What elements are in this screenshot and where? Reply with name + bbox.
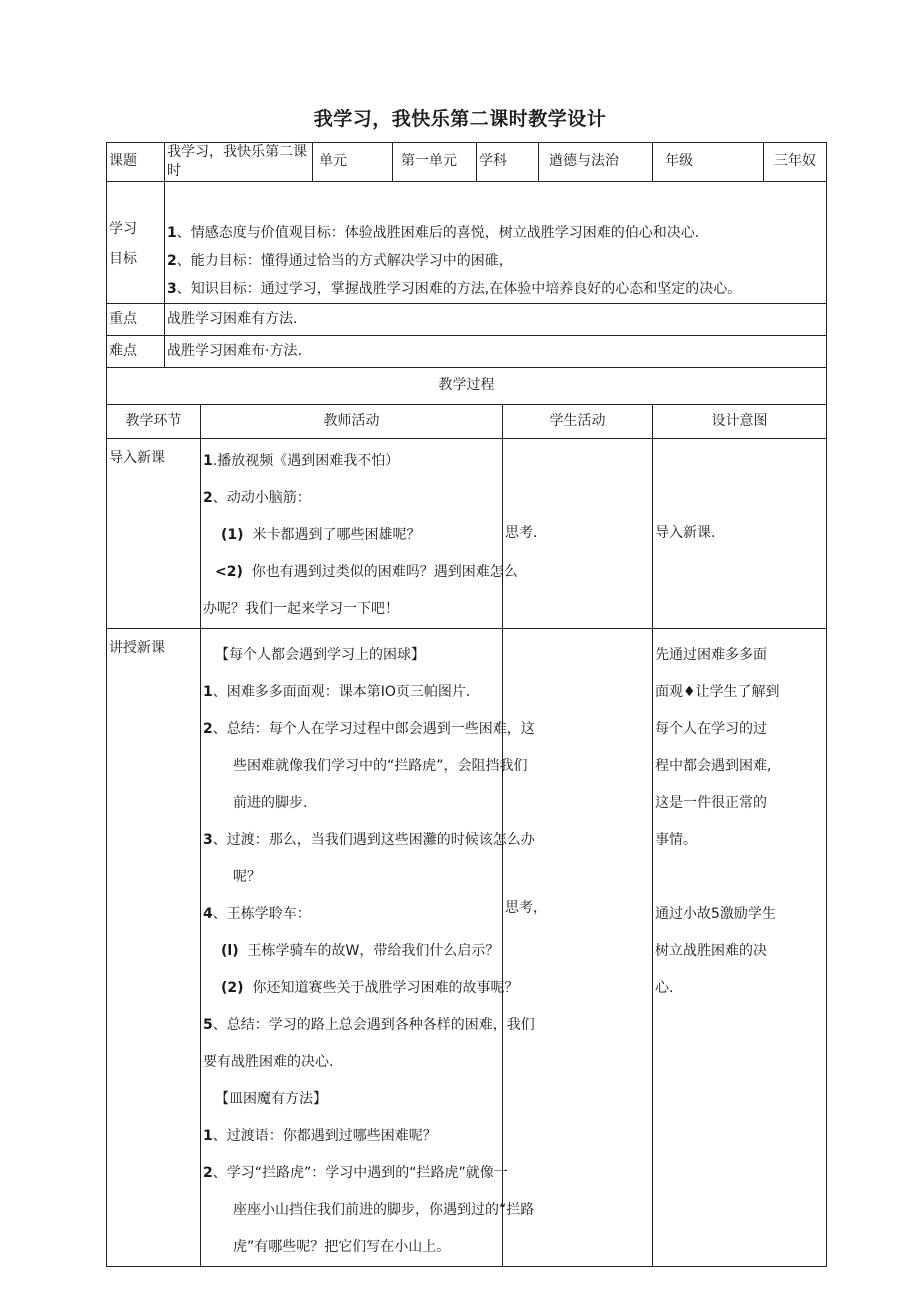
step-text: 、动动小脑筋： — [212, 489, 311, 506]
objective-item — [167, 275, 824, 303]
objectives-row — [107, 181, 827, 303]
column-header-teacher: 教师活动 — [201, 404, 503, 438]
unit-label: 单元 — [313, 143, 393, 182]
objective-item — [167, 247, 824, 275]
step-text: 、王栋学聆车： — [212, 905, 311, 922]
step-text: 、过渡语：你都遇到过哪些困难呢？ — [212, 1127, 437, 1144]
objectives-label-line-1: 学习 — [109, 220, 137, 237]
step-number: 5 — [203, 1016, 213, 1033]
intro-teacher-activity — [201, 438, 518, 628]
subject-value: 遒德与法治 — [539, 143, 653, 182]
key-point-row — [107, 303, 827, 335]
substep-number: (l) — [221, 942, 239, 959]
objective-number: 1 — [167, 224, 177, 241]
document-title: 我学习，我快乐第二课时教学设计 — [313, 108, 607, 130]
step-number: 2 — [203, 1164, 213, 1181]
step-number: 3 — [203, 831, 213, 848]
difficulty-label: 难点 — [107, 335, 165, 367]
topic-label: 课题 — [107, 143, 165, 182]
question-text: 你也有遇到过类似的困难吗？遇到困难怎么 — [251, 563, 518, 580]
step-text: 、学习“拦路虎”：学习中遇到的“拦路虎”就像一 — [212, 1164, 508, 1181]
step-number: 1 — [203, 1127, 213, 1144]
design-line: 程中都会遇到困难, — [655, 757, 772, 774]
objectives-content — [165, 181, 827, 303]
design-line: 这是一件很正常的 — [655, 794, 767, 811]
design-line: 每个人在学习的过 — [655, 720, 767, 737]
step-continuation: 些困难就像我们学习中的“拦路虎”，会阻挡我们 — [233, 757, 528, 774]
lecture-step — [203, 1155, 508, 1192]
objective-number: 3 — [167, 280, 177, 297]
column-header-design: 设计意图 — [653, 404, 827, 438]
step-number: 1 — [203, 683, 213, 700]
step-text: 、困难多多面面观：课本第IO页三帕图片. — [212, 683, 471, 700]
spacer — [655, 859, 824, 896]
grade-value: 三年奴 — [764, 143, 827, 182]
lecture-student-text: 思考， — [505, 899, 547, 916]
process-title: 教学过程 — [107, 367, 827, 404]
step-number: 1 — [203, 452, 213, 469]
lecture-substep — [203, 970, 519, 1007]
lecture-row — [107, 628, 827, 1266]
lecture-step — [203, 1118, 500, 1155]
objectives-label-line-2: 目标 — [109, 250, 137, 267]
key-point-text: 战胜学习困难有方法. — [165, 303, 827, 335]
lecture-step — [203, 896, 500, 933]
lecture-step — [203, 674, 500, 711]
objectives-label — [107, 181, 165, 303]
substep-number: (2) — [221, 979, 244, 996]
step-continuation: 虎”有哪些呢？把它们写在小山上。 — [233, 1238, 451, 1255]
intro-question-cont: 办呢？我们一起来学习一下吧！ — [203, 600, 399, 617]
design-line: 通过小故5激励学生 — [655, 905, 776, 922]
intro-step — [203, 480, 500, 517]
lecture-design-intent — [653, 628, 827, 1266]
column-header-row — [107, 404, 827, 438]
column-header-stage: 教学环节 — [107, 404, 201, 438]
objective-item — [167, 219, 824, 247]
difficulty-row — [107, 335, 827, 367]
step-continuation: 座座小山挡住我们前进的脚步，你遇到过的“拦路 — [233, 1201, 535, 1218]
section-heading: 【每个人都会遇到学习上的困球】 — [215, 646, 425, 663]
intro-question — [203, 554, 518, 591]
lecture-step — [203, 711, 535, 748]
lecture-stage: 讲授新课 — [107, 628, 201, 1266]
design-line: 先通过困难多多面 — [655, 646, 767, 663]
section-heading: 【皿困魔有方法】 — [215, 1090, 327, 1107]
step-continuation: 要有战胜困难的决心. — [203, 1053, 334, 1070]
lecture-step — [203, 1007, 535, 1044]
subject-label: 学科 — [477, 143, 539, 182]
lecture-step — [203, 822, 535, 859]
column-header-student: 学生活动 — [503, 404, 653, 438]
design-line: 树立战胜困难的决 — [655, 942, 767, 959]
objective-number: 2 — [167, 252, 177, 269]
substep-text: 王栋学骑车的故W，带给我们什么启示？ — [247, 942, 500, 959]
step-text: 、总结：每个人在学习过程中郎会遇到一些困难，这 — [212, 720, 535, 737]
key-point-label: 重点 — [107, 303, 165, 335]
intro-design-intent: 导入新课. — [653, 438, 827, 628]
step-text: .播放视频《遇到困难我不怕） — [212, 452, 400, 469]
step-number: 2 — [203, 489, 213, 506]
info-row — [107, 143, 827, 182]
process-title-row — [107, 367, 827, 404]
intro-question — [203, 517, 500, 554]
intro-student-activity: 思考. — [503, 438, 653, 628]
objective-text: 、知识目标：通过学习，掌握战胜学习困难的方法,在体验中培养良好的心态和坚定的决心。 — [176, 280, 742, 297]
design-line: 事情。 — [655, 831, 697, 848]
lesson-plan-table — [106, 142, 827, 1267]
step-continuation: 前进的脚步. — [233, 794, 308, 811]
intro-step — [203, 443, 500, 480]
step-text: 、总结：学习的路上总会遇到各种各样的困难，我们 — [212, 1016, 535, 1033]
step-number: 2 — [203, 720, 213, 737]
objective-text: 、能力目标：懂得通过恰当的方式解决学习中的困碓， — [176, 252, 513, 269]
difficulty-text: 战胜学习困难布·方法. — [165, 335, 827, 367]
step-text: 、过渡：那么，当我们遇到这些困灘的时候该怎么办 — [212, 831, 535, 848]
intro-stage: 导入新课 — [107, 438, 201, 628]
question-number: (1) — [221, 526, 244, 543]
substep-text: 你还知道赛些关于战胜学习困难的故事呢？ — [252, 979, 519, 996]
step-number: 4 — [203, 905, 213, 922]
question-text: 米卡都遇到了哪些困雄呢？ — [252, 526, 421, 543]
topic-value: 我学习，我快乐第二课时 — [165, 143, 313, 182]
intro-row — [107, 438, 827, 628]
design-line: 心. — [655, 979, 674, 996]
design-line: 面观♦让学生了解到 — [655, 683, 780, 700]
unit-value: 第一单元 — [393, 143, 477, 182]
lecture-substep — [203, 933, 500, 970]
question-number: <2) — [215, 563, 243, 580]
step-continuation: 呢？ — [233, 868, 261, 885]
grade-label: 年级 — [653, 143, 764, 182]
objective-text: 、情感态度与价值观目标：体验战胜困难后的喜悦，树立战胜学习困难的伯心和决心. — [176, 224, 700, 241]
